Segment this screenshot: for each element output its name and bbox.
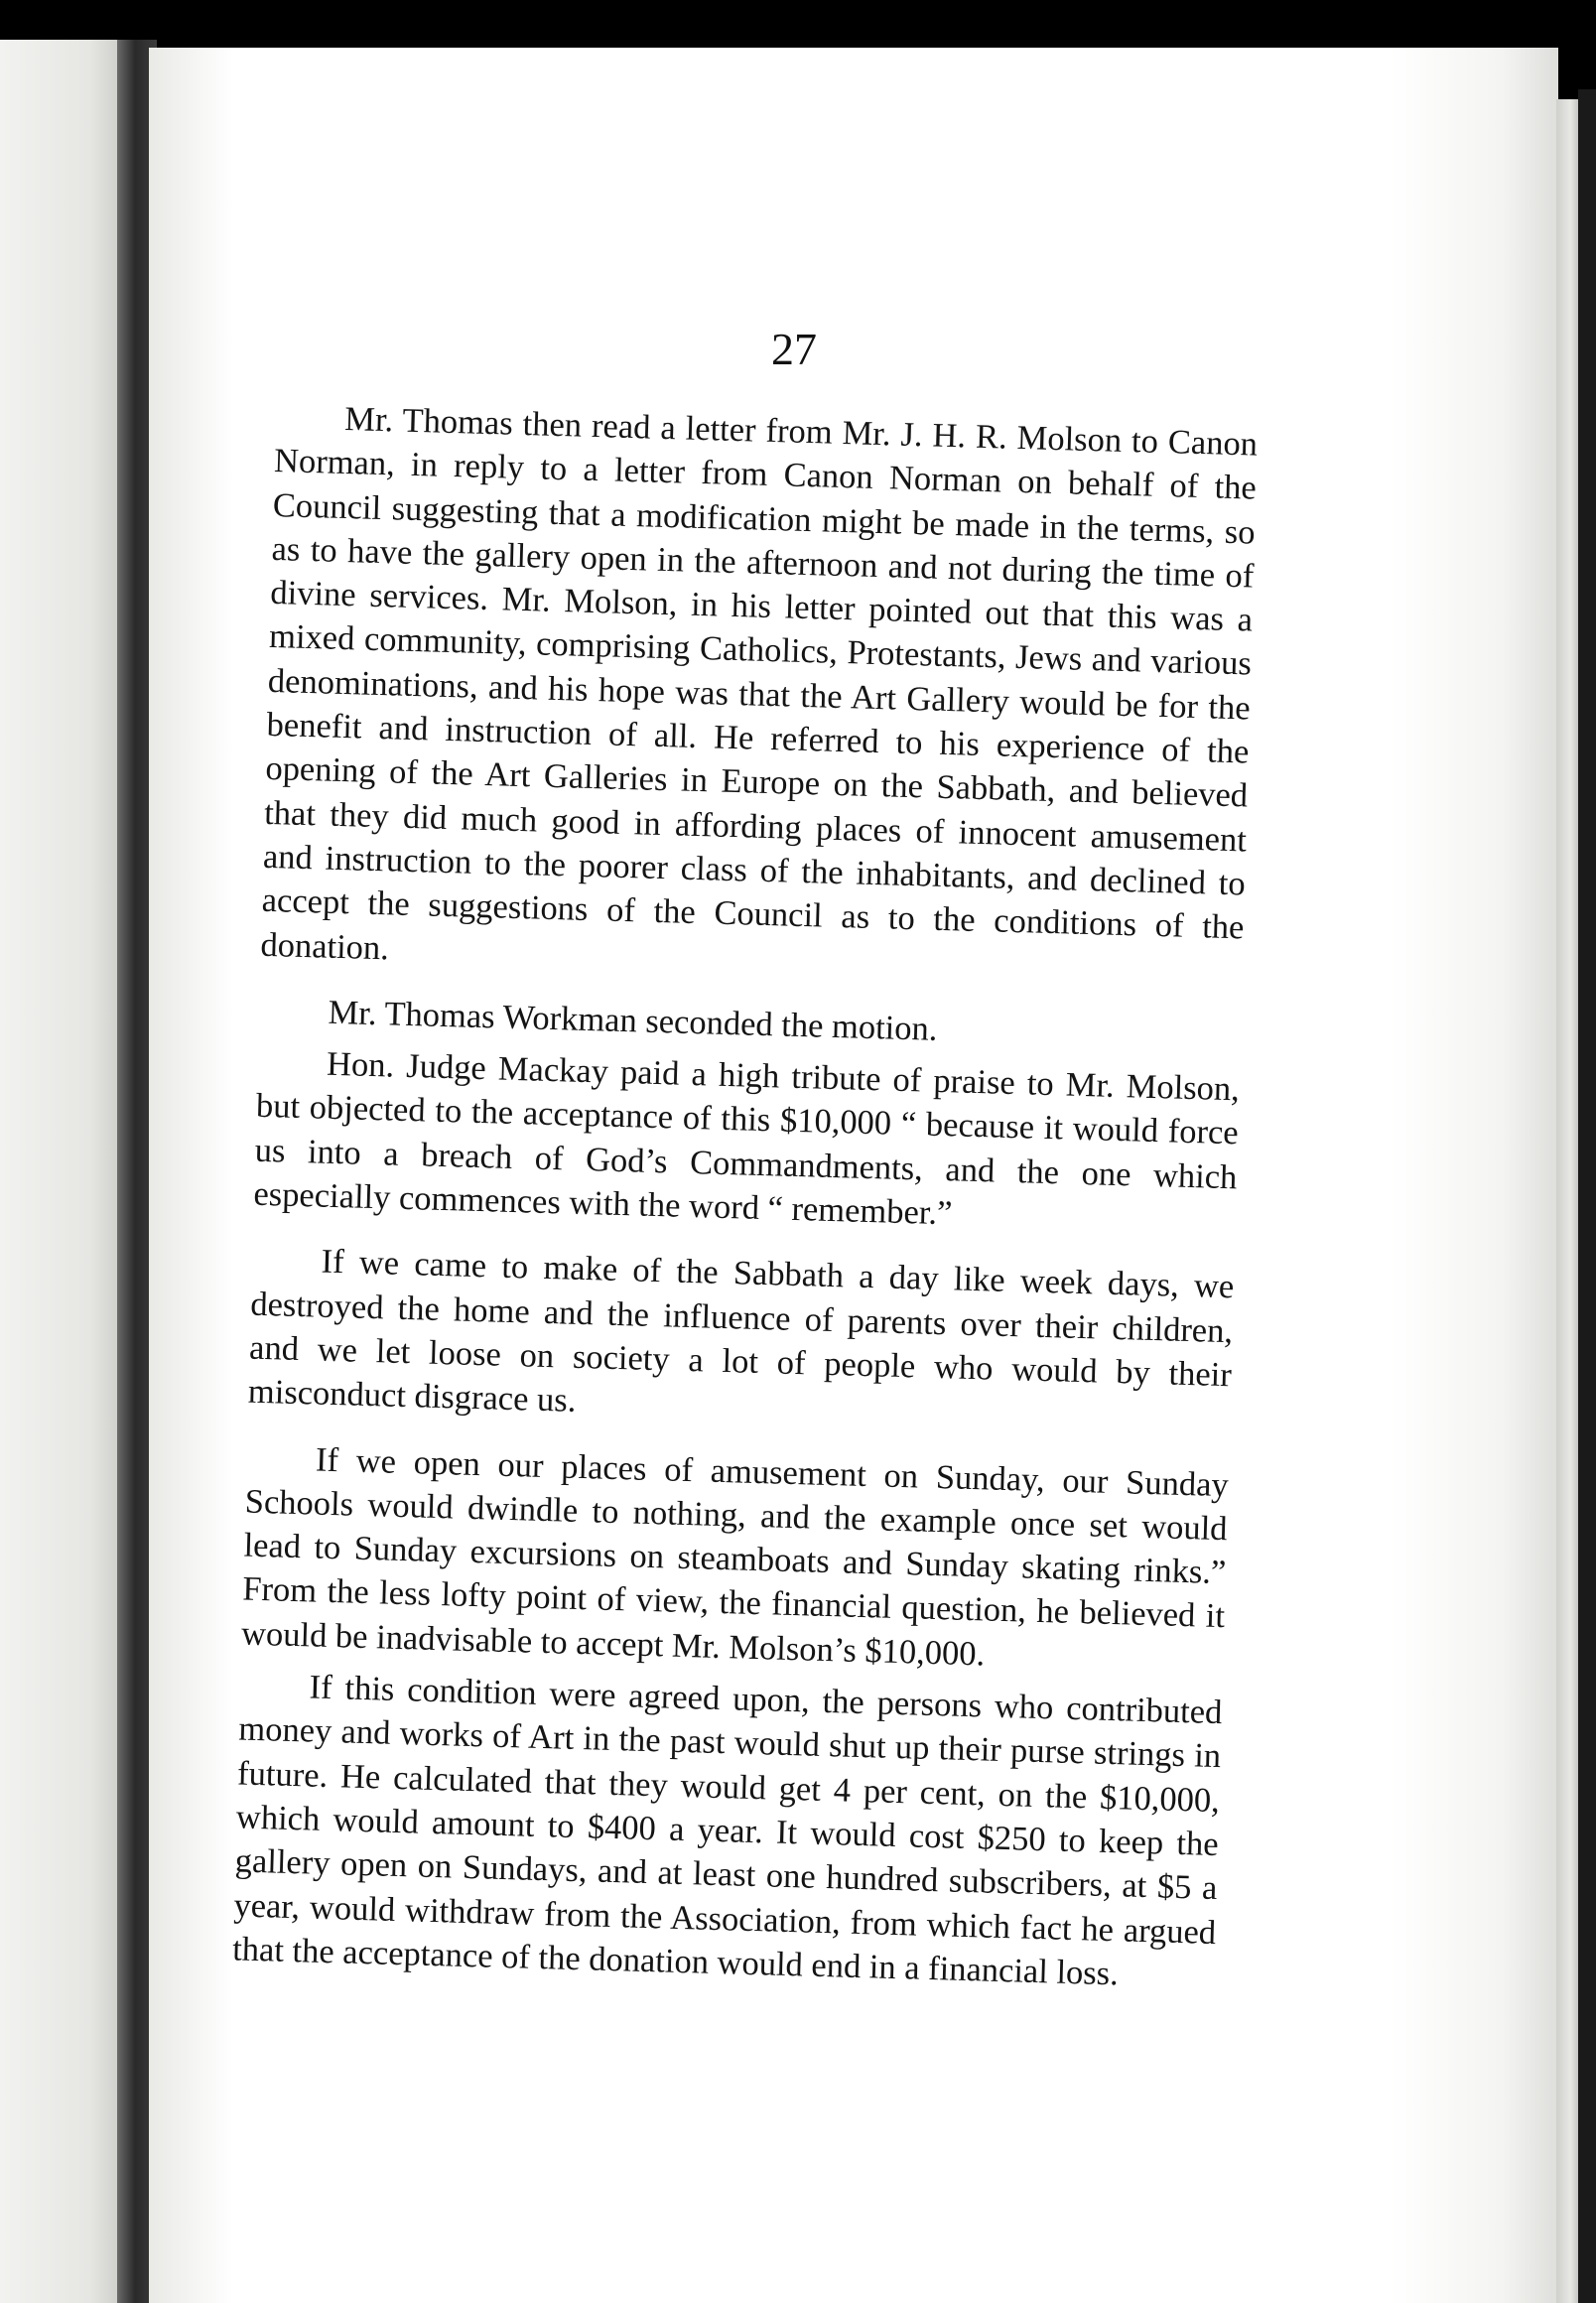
- paragraph: Mr. Thomas Workman seconded the motion.: [328, 993, 938, 1048]
- paragraph: If we open our places of amusement on Sunday, our Sunday Schools would dwindle to nothing, and the example once set would lead to Sunday excursions on steamboats and Sunday skating rinks.” From the less lofty point of view, the financial question, he believed it would be inadvisable to accept Mr. Molson’s $10,000.: [240, 1440, 1230, 1674]
- paragraph: Mr. Thomas then read a letter from Mr. J. H. R. Molson to Canon Norman, in reply to a letter from Canon Norman on behalf of the Council suggesting that a modification might be made in the terms, so as to have the gallery open in the afternoon and not during the time of divine services. Mr. Molson, in his letter pointed out that this was a mixed community, comprising Catholics, Protestants, Jews and various denominations, and his hope was that the Art Gallery would be for the benefit and instruction of all. He referred to his experience of the opening of the Art Galleries in Europe on the Sabbath, and believed that they did much good in affording places of innocent amusement and instruction to the poorer class of the inhabitants, and declined to accept the suggestions of the Council as to the conditions of the donation.: [260, 399, 1259, 967]
- previous-page-edge: [0, 40, 119, 2303]
- paragraph: If this condition were agreed upon, the persons who contributed money and works of Art in the past would shut up their purse strings in future. He calculated that they would get 4 per cent, on the $10,000, which would amount to $400 a year. It would cost $250 to keep the gallery open on Sundays, and at least one hundred subscribers, at $5 a year, would withdraw from the Association, from which fact he argued that the acceptance of the donation would end in a financial loss.: [231, 1668, 1223, 1993]
- page-number: 27: [771, 324, 817, 374]
- body-text: [232, 395, 1259, 1998]
- scan-border: [1578, 89, 1596, 2303]
- paragraph: If we came to make of the Sabbath a day like week days, we destroyed the home and the influence of parents over their children, and we let loose on society a lot of people who would by their misconduct disgrace us.: [247, 1242, 1235, 1421]
- paragraph: Hon. Judge Mackay paid a high tribute of praise to Mr. Molson, but objected to the acceptance of this $10,000 “ because it would force us into a breach of God’s Commandments, and the one which especially commences with the word “ remember.”: [252, 1044, 1241, 1233]
- page-stack-edge: [1556, 99, 1580, 2303]
